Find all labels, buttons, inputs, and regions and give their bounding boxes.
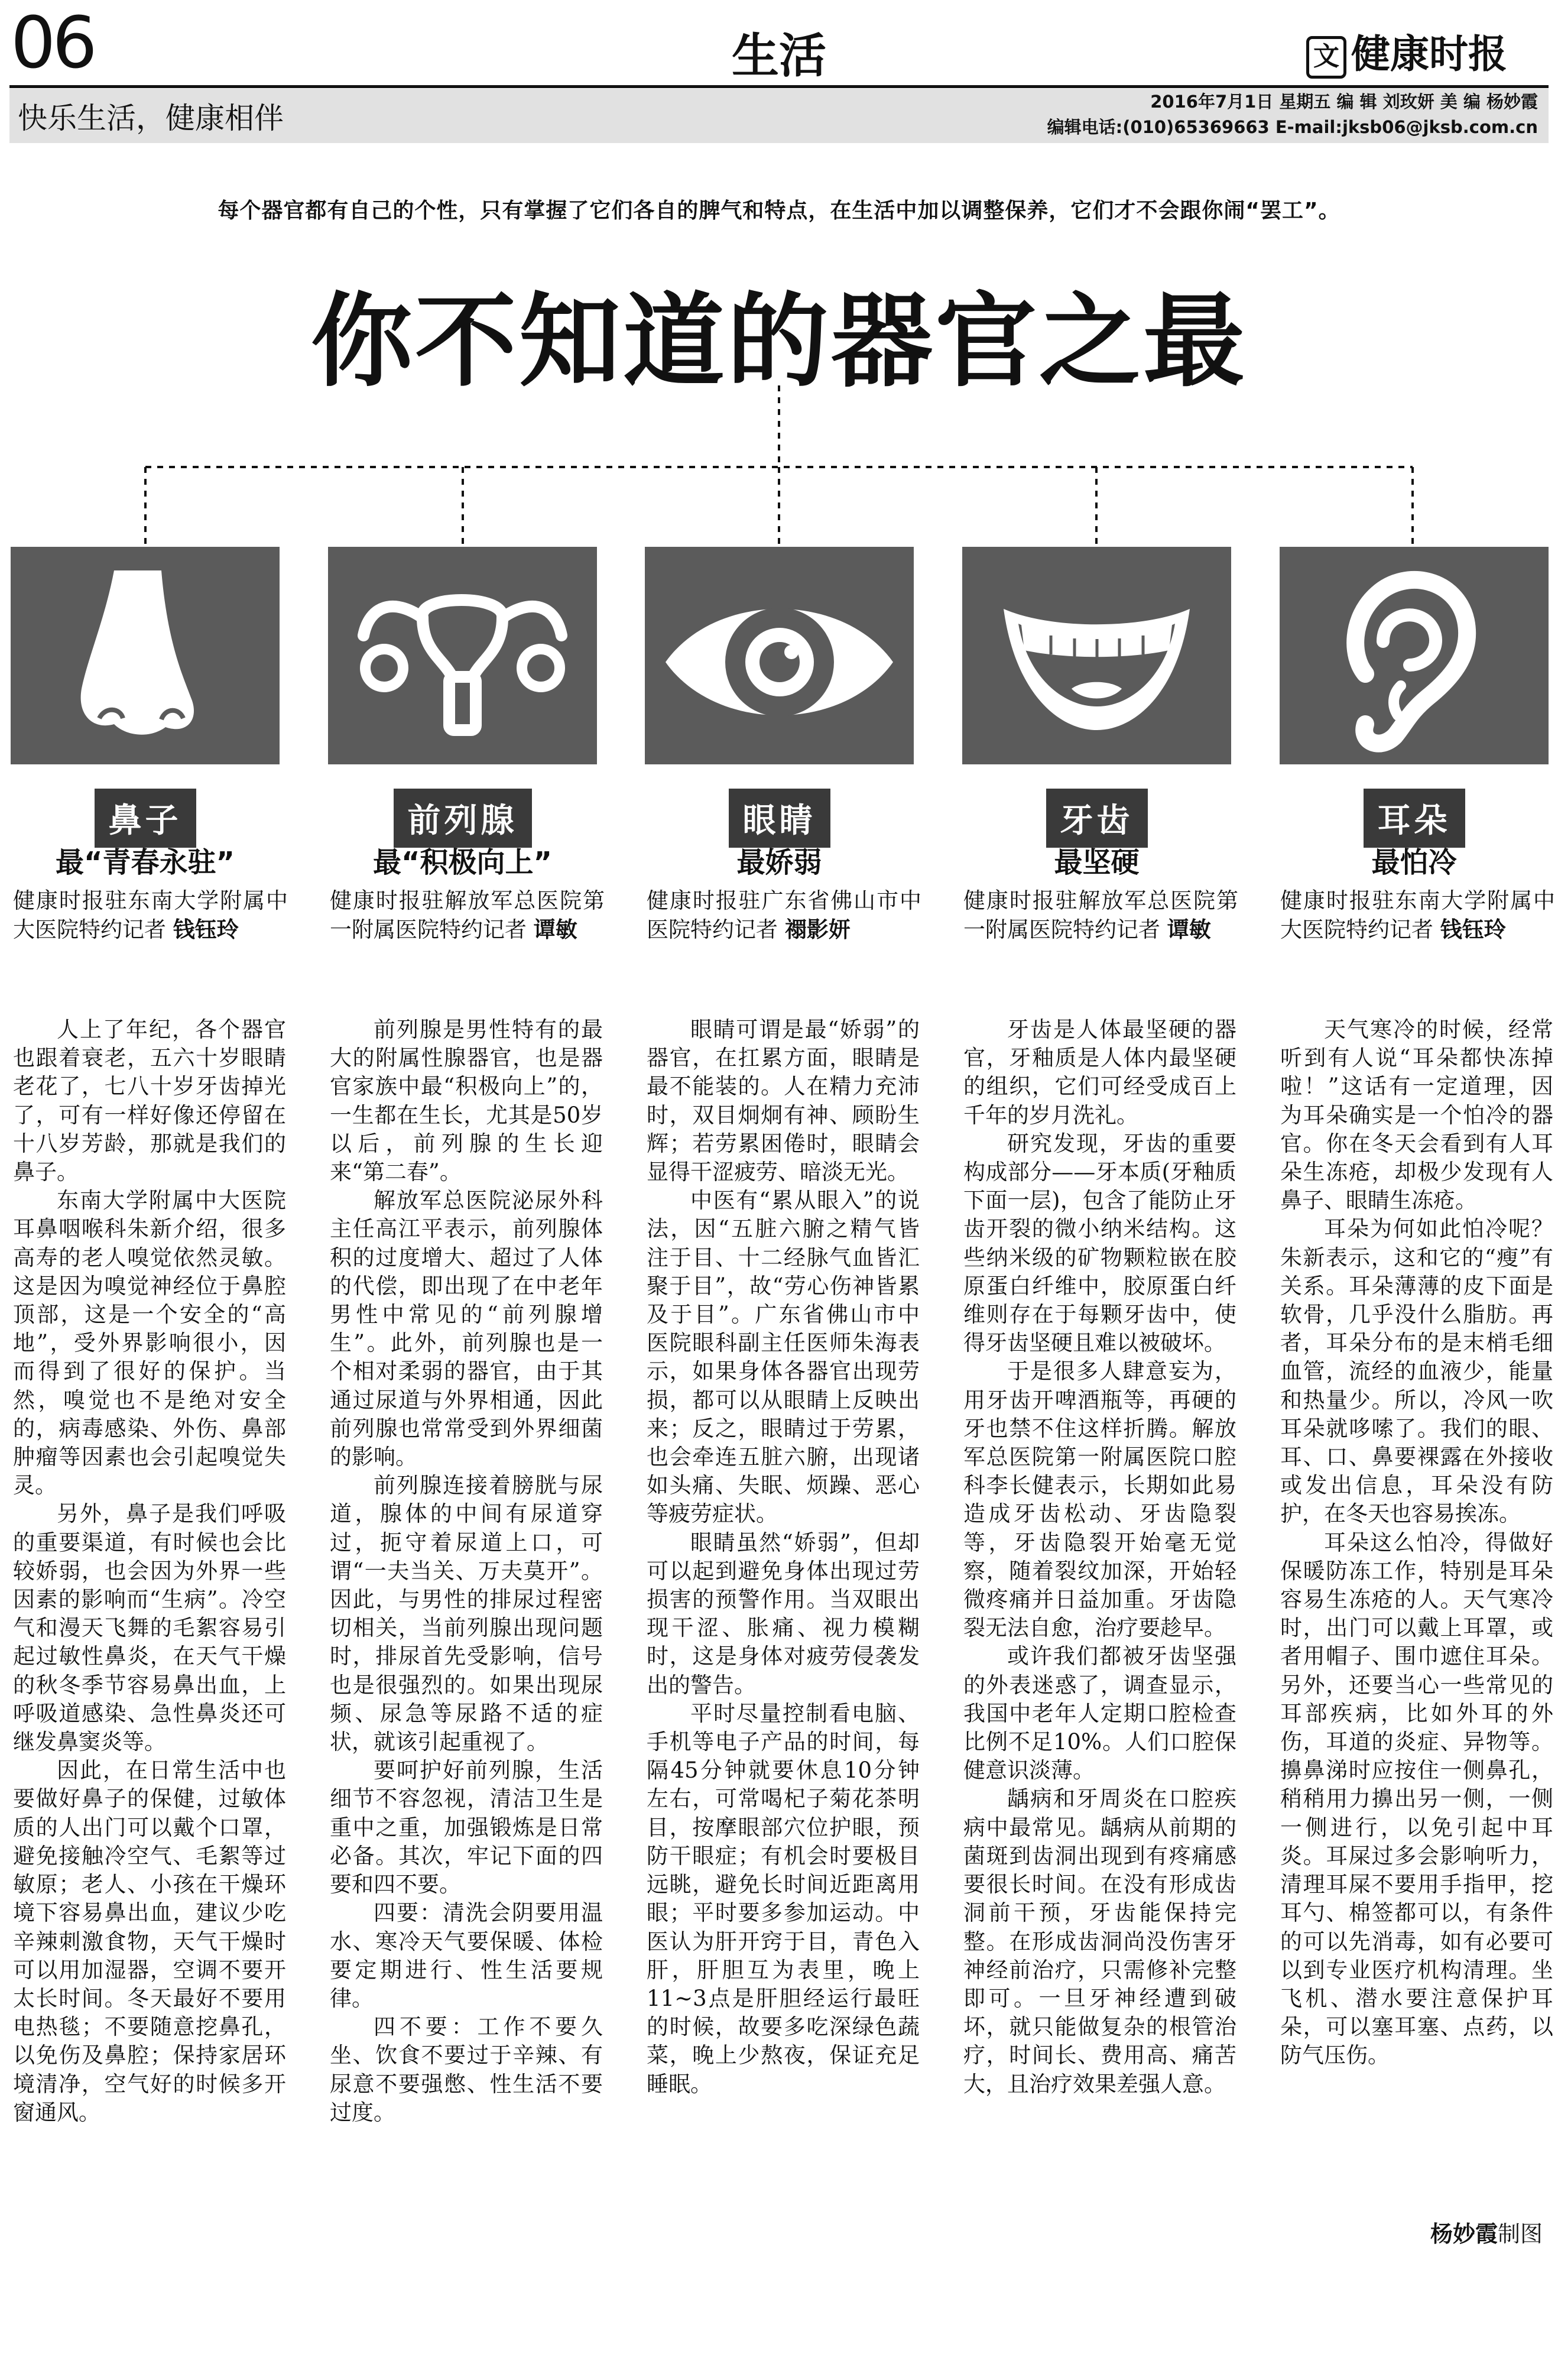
byline-teeth: 健康时报驻解放军总医院第一附属医院特约记者 谭敏	[963, 888, 1238, 942]
organ-name-nose: 鼻子	[11, 789, 280, 848]
paragraph: 前列腺是男性特有的最大的附属性腺器官，也是器官家族中最“积极向上”的，一生都在生长，尤其是50岁以后，前列腺的生长迎来“第二春”。	[330, 1017, 603, 1185]
headline: 你不知道的器官之最	[311, 281, 1247, 401]
paragraph: 于是很多人肆意妄为，用牙齿开啤酒瓶等，再硬的牙也禁不住这样折腾。解放军总医院第一附属医院口腔科李长健表示，长期如此易造成牙齿松动、牙齿隐裂等，牙齿隐裂开始毫无觉察，随着裂纹加深，开始轻微疼痛并日益加重。牙齿隐裂无法自愈，治疗要趁早。	[963, 1358, 1236, 1641]
paragraph: 要呵护好前列腺，生活细节不容忽视，清洁卫生是重中之重，加强锻炼是日常必备。其次，牢记下面的四要和四不要。	[330, 1758, 603, 1898]
paragraph: 研究发现，牙齿的重要构成部分——牙本质(牙釉质下面一层)，包含了能防止牙齿开裂的微小纳米结构。这些纳米级的矿物颗粒嵌在胶原蛋白纤维中，胶原蛋白纤维则存在于每颗牙齿中，使得牙齿坚硬且难以被破坏。	[963, 1130, 1236, 1356]
article-body-ear	[1280, 1016, 1553, 2070]
slogan: 快乐生活，健康相伴	[18, 101, 284, 135]
teeth-panel	[962, 547, 1231, 764]
header-rule	[9, 85, 1549, 88]
paragraph: 耳朵为何如此怕冷呢？朱新表示，这和它的“瘦”有关系。耳朵薄薄的皮下面是软骨，几乎没什么脂肪。再者，耳朵分布的是末梢毛细血管，流经的血液少，能量和热量少。所以，冷风一吹耳朵就哆嗦了。我们的眼、耳、口、鼻要裸露在外接收或发出信息，耳朵没有防护，在冬天也容易挨冻。	[1280, 1216, 1553, 1527]
paragraph: 龋病和牙周炎在口腔疾病中最常见。龋病从前期的菌斑到齿洞出现到有疼痛感要很长时间。在没有形成齿洞前干预，牙齿能保持完整。在形成齿洞尚没伤害牙神经前治疗，只需修补完整即可。一旦牙神经遭到破坏，就只能做复杂的根管治疗，时间长、费用高、痛苦大，且治疗效果差强人意。	[963, 1786, 1236, 2097]
article-body-teeth	[963, 1016, 1236, 2099]
organ-subtitle-eye: 最娇弱	[736, 846, 822, 879]
paragraph: 平时尽量控制看电脑、手机等电子产品的时间，每隔45分钟就要休息10分钟左右，可常喝杞子菊花茶明目，按摩眼部穴位护眼，预防干眼症；有机会时要极目远眺，避免长时间近距离用眼；平时要多参加运动。中医认为肝开窍于目，青色入肝，肝胆互为表里，晚上11~3点是肝胆经运行最旺的时候，故要多吃深绿色蔬菜，晚上少熬夜，保证充足睡眠。	[647, 1700, 920, 2097]
paragraph: 前列腺连接着膀胱与尿道，腺体的中间有尿道穿过，扼守着尿道上口，可谓“一夫当关、万夫莫开”。因此，与男性的排尿过程密切相关，当前列腺出现问题时，排尿首先受影响，信号也是很强烈的。如果出现尿频、尿急等尿路不适的症状，就该引起重视了。	[330, 1473, 603, 1755]
article-body-prostate	[330, 1016, 603, 2127]
paragraph: 另外，鼻子是我们呼吸的重要渠道，有时候也会比较娇弱，也会因为外界一些因素的影响而“生病”。冷空气和漫天飞舞的毛絮容易引起过敏性鼻炎，在天气干燥的秋冬季节容易鼻出血，上呼吸道感染、急性鼻炎还可继发鼻窦炎等。	[13, 1501, 286, 1755]
newspaper-logo	[1306, 22, 1507, 79]
organ-subtitle-prostate: 最“积极向上”	[372, 846, 553, 879]
connector-lines	[0, 378, 1558, 550]
nose-icon	[11, 547, 280, 764]
byline-prostate: 健康时报驻解放军总医院第一附属医院特约记者 谭敏	[330, 888, 605, 942]
paragraph: 眼睛可谓是最“娇弱”的器官，在扛累方面，眼睛是最不能装的。人在精力充沛时，双目炯炯有神、顾盼生辉；若劳累困倦时，眼睛会显得干涩疲劳、暗淡无光。	[647, 1017, 920, 1185]
organ-name-teeth: 牙齿	[962, 789, 1231, 848]
paragraph: 眼睛虽然“娇弱”，但却可以起到避免身体出现过劳损害的预警作用。当双眼出现干涩、胀痛、视力模糊时，这是身体对疲劳侵袭发出的警告。	[647, 1529, 920, 1698]
organ-name-prostate: 前列腺	[328, 789, 597, 848]
organ-subtitle-teeth: 最坚硬	[1054, 846, 1140, 879]
intro-text: 每个器官都有自己的个性，只有掌握了它们各自的脾气和特点，在生活中加以调整保养，它们才不会跟你闹“罢工”。	[218, 199, 1340, 223]
organ-subtitle-ear: 最怕冷	[1371, 846, 1457, 879]
eye-icon	[645, 547, 914, 764]
organ-subtitle-nose: 最“青春永驻”	[55, 846, 235, 879]
paragraph: 牙齿是人体最坚硬的器官，牙釉质是人体内最坚硬的组织，它们可经受成百上千年的岁月洗礼。	[963, 1017, 1236, 1128]
eye-panel	[645, 547, 914, 764]
issue-info: 2016年7月1日 星期五 编 辑 刘玫妍 美 编 杨妙霞	[1150, 92, 1538, 112]
logo-seal-icon: 文	[1306, 36, 1346, 79]
section-title: 生活	[732, 28, 826, 83]
paragraph: 人上了年纪，各个器官也跟着衰老，五六十岁眼睛老花了，七八十岁牙齿掉光了，可有一样好像还停留在十八岁芳龄，那就是我们的鼻子。	[13, 1017, 286, 1185]
byline-nose: 健康时报驻东南大学附属中大医院特约记者 钱钰玲	[13, 888, 288, 942]
paragraph: 天气寒冷的时候，经常听到有人说“耳朵都快冻掉啦！”这话有一定道理，因为耳朵确实是一个怕冷的器官。你在冬天会看到有人耳朵生冻疮，却极少发现有人鼻子、眼睛生冻疮。	[1280, 1017, 1553, 1214]
paragraph: 或许我们都被牙齿坚强的外表迷惑了，调查显示，我国中老年人定期口腔检查比例不足10%。人们口腔保健意识淡薄。	[963, 1643, 1236, 1784]
teeth-icon	[962, 547, 1231, 764]
paragraph: 解放军总医院泌尿外科主任高江平表示，前列腺体积的过度增大、超过了人体的代偿，即出现了在中老年男性中常见的“前列腺增生”。此外，前列腺也是一个相对柔弱的器官，由于其通过尿道与外界相通，因此前列腺也常常受到外界细菌的影响。	[330, 1188, 603, 1470]
paragraph: 四要：清洗会阴要用温水、寒冷天气要保暖、体检要定期进行、性生活要规律。	[330, 1900, 603, 2011]
organ-name-eye: 眼睛	[645, 789, 914, 848]
paragraph: 中医有“累从眼入”的说法，因“五脏六腑之精气皆注于目、十二经脉气血皆汇聚于目”，故“劳心伤神皆累及于目”。广东省佛山市中医院眼科副主任医师朱海表示，如果身体各器官出现劳损，都可以从眼睛上反映出来；反之，眼睛过于劳累，也会牵连五脏六腑，出现诸如头痛、失眠、烦躁、恶心等疲劳症状。	[647, 1188, 920, 1527]
nose-panel	[11, 547, 280, 764]
prostate-icon	[328, 547, 597, 764]
organ-name-ear: 耳朵	[1280, 789, 1549, 848]
graphic-credit: 杨妙霞制图	[1430, 2220, 1543, 2247]
paragraph: 东南大学附属中大医院耳鼻咽喉科朱新介绍，很多高寿的老人嗅觉依然灵敏。这是因为嗅觉神经位于鼻腔顶部，这是一个安全的“高地”，受外界影响很小，因而得到了很好的保护。当然，嗅觉也不是绝对安全的，病毒感染、外伤、鼻部肿瘤等因素也会引起嗅觉失灵。	[13, 1188, 286, 1499]
logo-text: 健康时报	[1351, 31, 1507, 77]
contact-info: 编辑电话:(010)65369663 E-mail:jksb06@jksb.com.cn	[1047, 117, 1538, 137]
page-number: 06	[11, 2, 94, 85]
article-body-nose	[13, 1016, 286, 2127]
byline-ear: 健康时报驻东南大学附属中大医院特约记者 钱钰玲	[1280, 888, 1555, 942]
byline-eye: 健康时报驻广东省佛山市中医院特约记者 禤影妍	[647, 888, 921, 942]
paragraph: 耳朵这么怕冷，得做好保暖防冻工作，特别是耳朵容易生冻疮的人。天气寒冷时，出门可以戴上耳罩，或者用帽子、围巾遮住耳朵。另外，还要当心一些常见的耳部疾病，比如外耳的外伤，耳道的炎症、异物等。擤鼻涕时应按住一侧鼻孔，稍稍用力擤出另一侧，一侧一侧进行，以免引起中耳炎。耳屎过多会影响听力，清理耳屎不要用手指甲，挖耳勺、棉签都可以，有条件的可以先消毒，如有必要可以到专业医疗机构清理。坐飞机、潜水要注意保护耳朵，可以塞耳塞、点药，以防气压伤。	[1280, 1529, 1553, 2068]
paragraph: 因此，在日常生活中也要做好鼻子的保健，过敏体质的人出门可以戴个口罩，避免接触冷空气、毛絮等过敏原；老人、小孩在干燥环境下容易鼻出血，建议少吃辛辣刺激食物，天气干燥时可以用加湿器，空调不要开太长时间。冬天最好不要用电热毯；不要随意挖鼻孔，以免伤及鼻腔；保持家居环境清净，空气好的时候多开窗通风。	[13, 1758, 286, 2125]
paragraph: 四不要：工作不要久坐、饮食不要过于辛辣、有尿意不要强憋、性生活不要过度。	[330, 2014, 603, 2125]
ear-panel	[1280, 547, 1549, 764]
ear-icon	[1280, 547, 1549, 764]
article-body-eye	[647, 1016, 920, 2099]
prostate-panel	[328, 547, 597, 764]
